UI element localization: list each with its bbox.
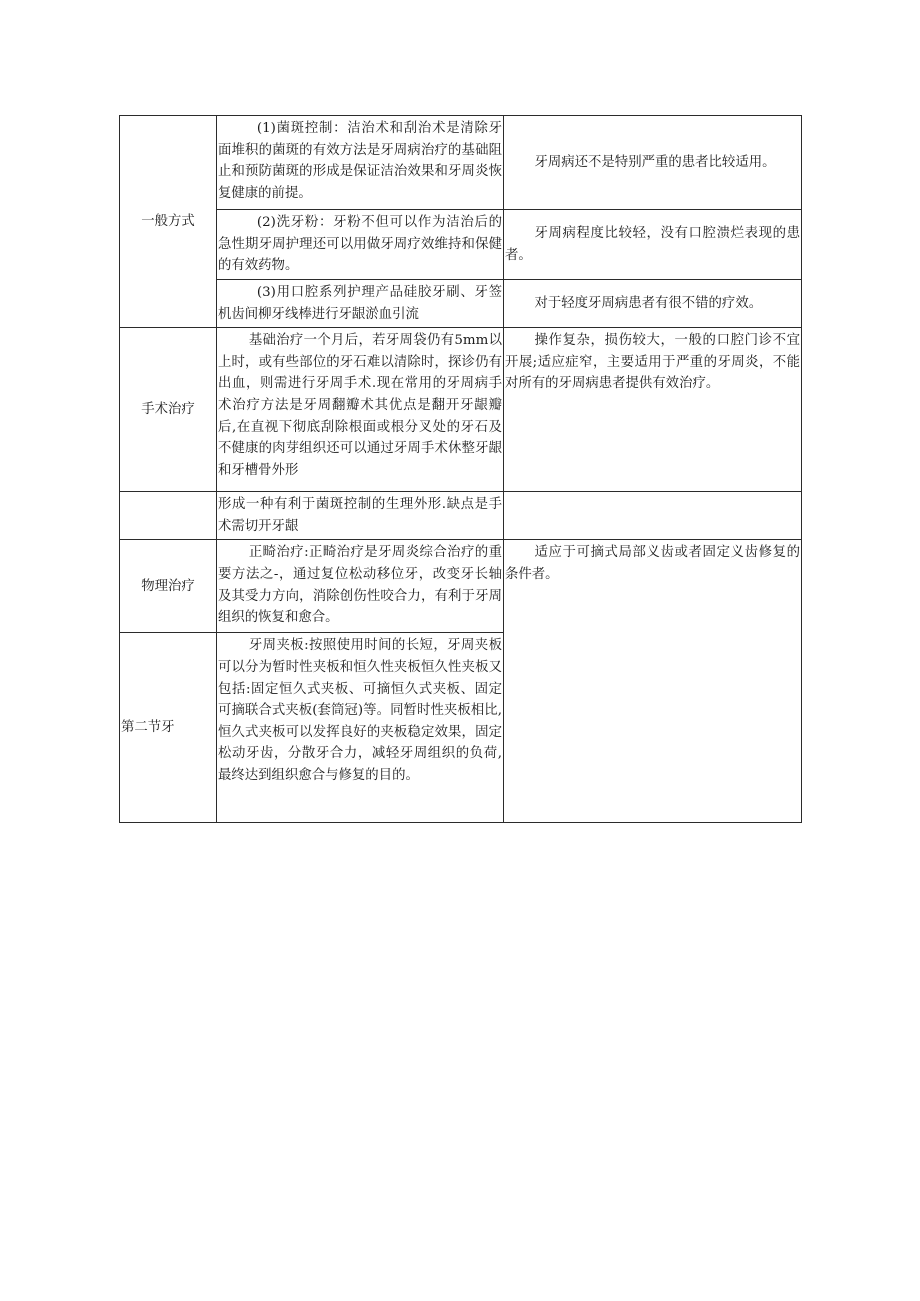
category-cell: 第二节牙 (120, 633, 217, 823)
description-cell: (3)用口腔系列护理产品硅胶牙刷、牙签机齿间柳牙线棒进行牙龈淤血引流 (217, 280, 504, 328)
category-cell: 一般方式 (120, 116, 217, 328)
description-cell: 牙周夹板:按照使用时间的长短，牙周夹板可以分为暂时性夹板和恒久性夹板恒久性夹板又包括:固定恒久式夹板、可摘恒久式夹板、固定可摘联合式夹板(套筒冠)等。同暂时性夹板相比,恒久式夹板可以发挥良好的夹板稳定效果，固定松动牙齿，分散牙合力，减轻牙周组织的负荷,最终达到组织愈合与修复的目的。 (217, 633, 504, 823)
note-cell (504, 492, 802, 540)
note-cell: 牙周病还不是特别严重的患者比较适用。 (504, 116, 802, 210)
table-row (120, 210, 802, 280)
note-cell: 对于轻度牙周病患者有很不错的疗效。 (504, 280, 802, 328)
category-cell: 物理治疗 (120, 540, 217, 633)
treatment-table (119, 115, 802, 823)
note-cell: 操作复杂，损伤较大，一般的口腔门诊不宜开展;适应症窄，主要适用于严重的牙周炎，不能对所有的牙周病患者提供有效治疗。 (504, 328, 802, 492)
description-cell: 基础治疗一个月后，若牙周袋仍有5mm以上时，或有些部位的牙石难以清除时，探诊仍有出血，则需进行牙周手术.现在常用的牙周病手术治疗方法是牙周翻瓣术其优点是翻开牙龈瓣后,在直视下彻底刮除根面或根分叉处的牙石及不健康的肉芽组织还可以通过牙周手术休整牙龈和牙槽骨外形 (217, 328, 504, 492)
description-cell: 正畸治疗:正畸治疗是牙周炎综合治疗的重要方法之-，通过复位松动移位牙，改变牙长轴及其受力方向，消除创伤性咬合力，有利于牙周组织的恢复和愈合。 (217, 540, 504, 633)
table-row (120, 540, 802, 633)
table-row (120, 280, 802, 328)
table-row (120, 492, 802, 540)
description-cell: 形成一种有利于菌斑控制的生理外形.缺点是手术需切开牙龈 (217, 492, 504, 540)
table-row (120, 328, 802, 492)
description-cell: (2)洗牙粉：牙粉不但可以作为洁治后的急性期牙周护理还可以用做牙周疗效维持和保健的有效药物。 (217, 210, 504, 280)
description-cell: (1)菌斑控制：洁治术和刮治术是清除牙面堆积的菌斑的有效方法是牙周病治疗的基础阻止和预防菌斑的形成是保证洁治效果和牙周炎恢复健康的前提。 (217, 116, 504, 210)
category-cell (120, 492, 217, 540)
note-cell: 适应于可摘式局部义齿或者固定义齿修复的条件者。 (504, 540, 802, 823)
category-cell: 手术治疗 (120, 328, 217, 492)
note-cell: 牙周病程度比较轻，没有口腔溃烂表现的患者。 (504, 210, 802, 280)
table-row (120, 116, 802, 210)
